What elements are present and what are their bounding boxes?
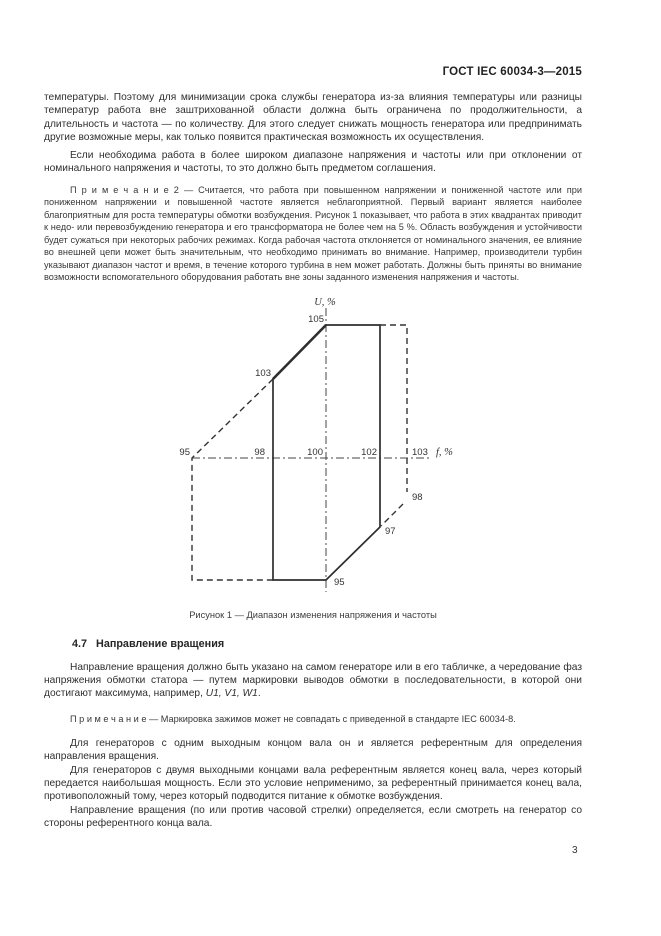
paragraph-single-shaft-end: Для генераторов с одним выходным концом вала он и является референтным для определения направления вращения. (44, 738, 582, 763)
paragraph-rotation-marking (44, 661, 582, 701)
note-terminal-marking: П р и м е ч а н и е — Маркировка зажимов может не совпадать с приведенной в стандарте IEC 60034-8. (70, 713, 516, 724)
dashed-extension-left (192, 379, 273, 580)
standard-designation: ГОСТ IEC 60034-3—2015 (442, 66, 582, 78)
label-f95: 95 (179, 446, 190, 458)
label-f98: 98 (254, 446, 265, 458)
label-u97: 97 (385, 525, 396, 537)
voltage-axis-label: U, % (314, 296, 336, 308)
figure-1 (44, 292, 582, 620)
label-u95: 95 (334, 576, 345, 588)
rotation-marking-period: . (257, 688, 261, 700)
label-f100: 100 (307, 446, 323, 458)
paragraph-rotation-direction-definition: Направление вращения (по или против часовой стрелки) определяется, если смотреть на генератор со стороны референтного конца вала. (44, 804, 582, 829)
terminal-designations: U1, V1, W1 (205, 688, 258, 700)
label-u98: 98 (412, 491, 423, 503)
paragraph-wider-range-agreement: Если необходима работа в более широком диапазоне напряжения и частоты или при отклонении от номинального напряжения и частоты, то это должно быть предметом соглашения. (44, 150, 582, 175)
rotation-marking-text: Направление вращения должно быть указано на самом генераторе или в его табличке, а чередование фаз напряжения обмотки статора — путем маркировки выводов обмотки в последовательности, в которой они достигают максимума, например, (44, 661, 582, 700)
label-u103: 103 (255, 367, 271, 379)
paragraph-two-shaft-ends: Для генераторов с двумя выходными концами вала референтным является конец вала, через который передается наибольшая мощность. Если это условие неприменимо, за референтный принимается конец вала, противоположный тому, через который подводится питание к обмотке возбуждения. (44, 764, 582, 803)
note-2-paragraph: П р и м е ч а н и е 2 — Считается, что работа при повышенном напряжении и пониженной частоте или при пониженном напряжении и повышенной частоте является неблагоприятной. Первый вариант является наиболее благоприятным для роста температуры обмотки возбуждения. Рисунок 1 показывает, что работа в этих квадрантах приводит к недо- или перевозбуждению генератора и его трансформатора не более чем на 5 %. Область возбуждения и устойчивости будет сужаться при некоторых рабочих режимах. Когда рабочая частота отклоняется от номинального значения, ее влияние во внешней цепи может быть значительным, что необходимо принимать во внимание. Например, производители турбин указывают диапазон частот и время, в течение которого турбина в нем может работать. Должны быть приняты во внимание возможности вспомогательного оборудования работать вне зоны заданного изменения напряжения и частоты. (44, 184, 582, 283)
region-top-slant-edge (273, 325, 326, 379)
voltage-frequency-diagram (130, 292, 490, 597)
frequency-axis-label: f, % (436, 446, 453, 458)
section-number: 4.7 (72, 637, 88, 650)
dashed-extension-right-slant (381, 504, 403, 526)
page-number: 3 (572, 845, 578, 856)
text-column (44, 0, 582, 830)
figure-caption: Рисунок 1 — Диапазон изменения напряжения и частоты (189, 609, 437, 620)
section-heading-4-7 (44, 638, 582, 650)
section-title: Направление вращения (96, 637, 225, 650)
label-f103: 103 (412, 446, 428, 458)
paragraph-temperature-continuation: температуры. Поэтому для минимизации срока службы генератора из-за влияния температуры или разницы температур работа вне заштрихованной области должна быть ограничена по продолжительности, а длительность и частота — по количеству. Для этого следует снижать мощность генератора или предпринимать другие возможные меры, как только появится практическая возможность их осуществления. (44, 92, 582, 143)
label-f102: 102 (361, 446, 377, 458)
dashed-extension-right (380, 325, 407, 492)
label-u105: 105 (308, 313, 324, 325)
